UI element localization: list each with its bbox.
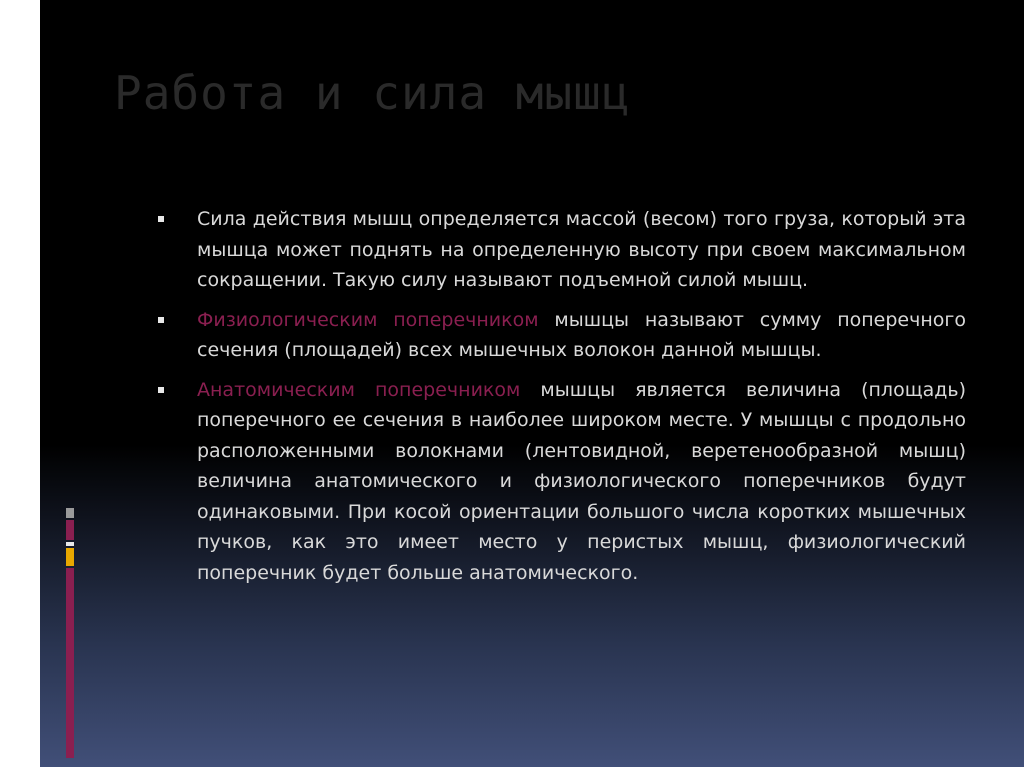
highlighted-term: Анатомическим поперечником <box>197 378 521 401</box>
highlighted-term: Физиологическим поперечником <box>197 308 539 331</box>
bullet-square-icon <box>158 216 164 222</box>
bullet-square-icon <box>158 387 164 393</box>
bullet-item <box>158 375 966 589</box>
bullet-item <box>158 204 966 296</box>
bullet-text: мышцы является величина (площадь) поперечного ее сечения в наиболее широком месте. У мышцы с продольно расположенными волокнами (лентовидной, веретенообразной мышц) величина анатомического и физиологического поперечников будут одинаковыми. При косой ориентации большого числа коротких мышечных пучков, как это имеет место у перистых мышц, физиологический поперечник будет больше анатомического. <box>197 378 966 584</box>
bullet-item <box>158 305 966 366</box>
bullet-text: мышцы называют сумму поперечного сечения (площадей) всех мышечных волокон данной мышцы. <box>197 308 967 361</box>
bullet-text: Сила действия мышц определяется массой (весом) того груза, который эта мышца может поднять на определенную высоту при своем максимальном сокращении. Такую силу называют подъемной силой мышц. <box>197 208 966 291</box>
bullet-square-icon <box>158 317 164 323</box>
decorative-stripes-left <box>66 508 78 758</box>
slide <box>40 0 1024 767</box>
slide-title: Работа и сила мышц <box>114 66 631 120</box>
slide-content <box>158 204 966 597</box>
